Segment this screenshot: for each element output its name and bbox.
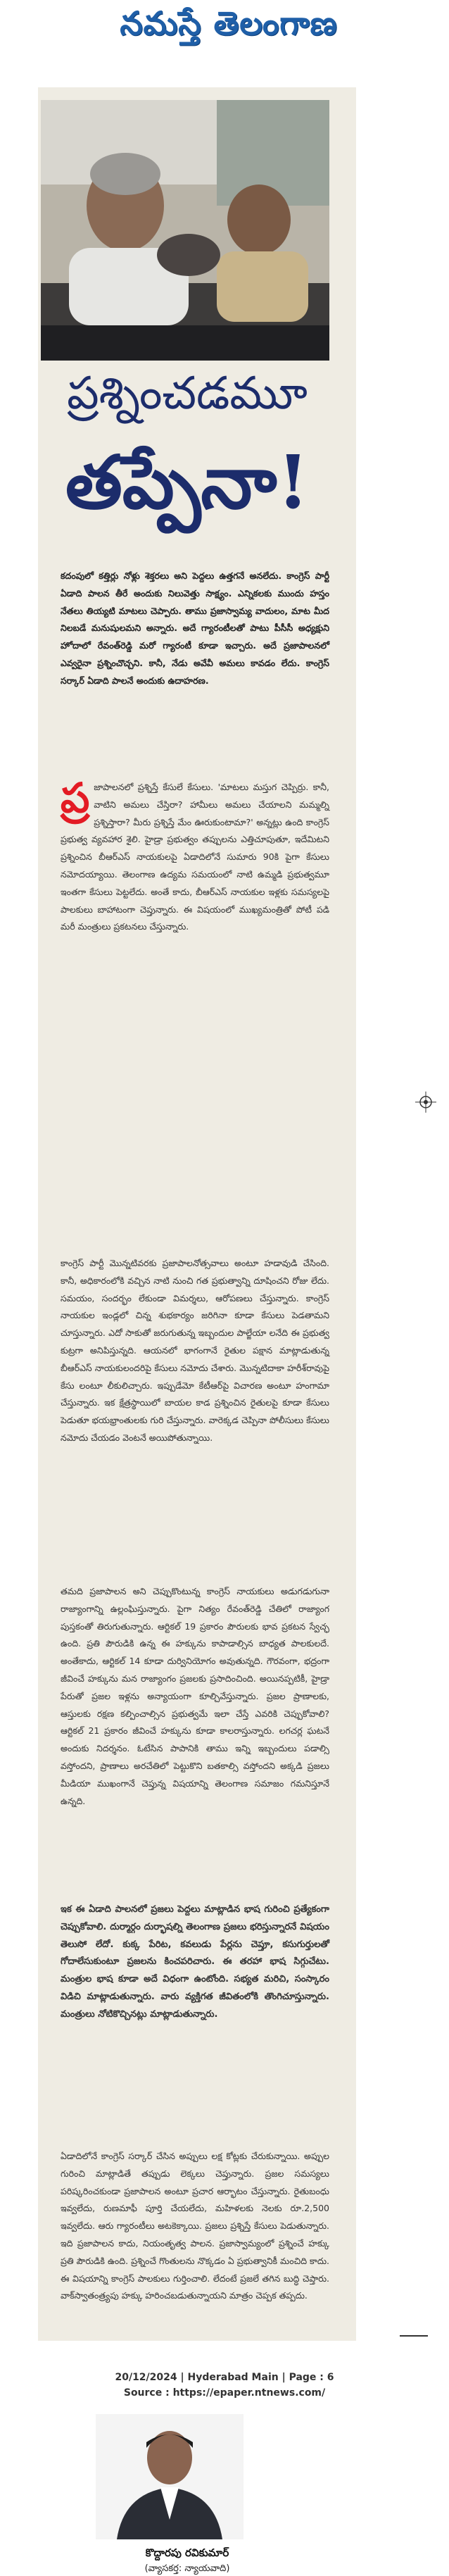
author-photo — [96, 2414, 244, 2539]
paragraph-4-text: ఏడాదిలోనే కాంగ్రెస్ సర్కార్ చేసిన అప్పులు లక్ష కోట్లకు చేరుకున్నాయి. అప్పుల గురించి మాట్లాడితే తప్పుడు లెక్కలు చెప్తున్నారు. ప్రజల సమస్యలు పరిష్కరించకుండా ప్రజాపాలన అంటూ ప్రచార ఆర్భాటం చేస్తున్నారు. రైతుబంధు ఇవ్వలేదు, రుణమాఫీ పూర్తి చేయలేదు, మహిళలకు నెలకు రూ.2,500 ఇవ్వలేదు. ఆరు గ్యారంటీలు అటకెక్కాయి. ప్రజలు ప్రశ్నిస్తే కేసులు పెడుతున్నారు. ఇది ప్రజాపాలన కాదు, నియంతృత్వ పాలన. ప్రజాస్వామ్యంలో ప్రశ్నించే హక్కు ప్రతి పౌరుడికి ఉంది. ప్రశ్నించే గొంతులను నొక్కడం ఏ ప్రభుత్వానికీ మంచిది కాదు. ఈ విషయాన్ని కాంగ్రెస్ పాలకులు గుర్తించాలి. లేదంటే ప్రజలే తగిన బుద్ధి చెప్తారు. వాక్‌స్వాతంత్ర్యపు హక్కు హరించబడుతున్నాయని మాత్రం చెప్పక తప్పదు. — [61, 2151, 329, 2301]
article-paragraph-2 — [61, 1255, 329, 1447]
drop-cap: ప్ర — [61, 774, 90, 822]
headline-line-2: తప్పేనా! — [65, 439, 310, 525]
author-portrait — [96, 2414, 244, 2539]
highlight-text: ఇక ఈ ఏడాది పాలనలో ప్రజలు పెద్దలు మాట్లాడిన భాష గురించి ప్రత్యేకంగా చెప్పుకోవాలి. దుర్మార్గం దుర్భాషల్ని తెలంగాణ ప్రజలు భరిస్తున్నారనే విషయం తెలుసో లేదో. కుక్క పేరిట, కవలుడు పేర్లను చెప్తూ, కసుగుర్తులతో గోదాలేసుకుంటూ ప్రజలను కించపరిచారు. ఈ తరహా భాష సిగ్గుచేటు. మంత్రుల భాష కూడా అదే విధంగా ఉంటోంది. సభ్యత మరిచి, సంస్కారం విడిచి మాట్లాడుతున్నారు. వారు వ్యక్తిగత జీవితంలోకి తొంగిచూస్తున్నారు. మంత్రులు నోటికొచ్చినట్లు మాట్లాడుతున్నారు. — [61, 1904, 329, 2020]
footer-source-link[interactable]: Source : https://epaper.ntnews.com/ — [123, 2387, 326, 2399]
author-role: (వ్యాసకర్త: న్యాయవాది) — [144, 2563, 230, 2574]
headline-line-1: ప్రశ్నించడమూ — [67, 368, 308, 420]
author-name: కొద్దారపు రవికుమార్ — [145, 2546, 229, 2559]
news-photo — [41, 100, 329, 361]
article-intro — [61, 568, 329, 690]
masthead-title: నమస్తే తెలంగాణ — [120, 4, 338, 42]
article-highlight — [61, 1901, 329, 2024]
intro-text: కదంపులో కత్తిర్లు నోళ్లు శెక్తరలు అని పెద్దలు ఉత్తగనే అనలేదు. కాంగ్రెస్ పార్టీ ఏడాది పాలన తీరే అందుకు నిలువెత్తు సాక్ష్యం. ఎన్నికలకు ముందు హస్తం నేతలు తియ్యటి మాటలు చెప్పారు. తాము ప్రజాస్వామ్య వాదులం, మాట మీద నిలబడే మనుషులమని అన్నారు. అదే గ్యారంటీలతో పాటు పీసీసీ అధ్యక్షుని హోదాలో రేవంత్‌రెడ్డి మరో గ్యారంటీ కూడా ఇచ్చారు. అదే ప్రజాపాలనలో ఎవ్వరైనా ప్రశ్నించొచ్చని. కానీ, నేడు అవేవీ అమలు కావడం లేదు. కాంగ్రెస్ సర్కార్ ఏడాది పాలనే అందుకు ఉదాహరణ. — [61, 570, 329, 686]
paragraph-3-text: తమది ప్రజాపాలన అని చెప్పుకొంటున్న కాంగ్రెస్ నాయకులు అడుగడుగునా రాజ్యాంగాన్ని ఉల్లంఘిస్తున్నారు. పైగా నిత్యం రేవంత్‌రెడ్డి చేతిలో రాజ్యాంగ పుస్తకంతో తిరుగుతున్నారు. ఆర్టికల్ 19 ప్రకారం పౌరులకు భావ ప్రకటన స్వేచ్ఛ ఉంది. ప్రతి పౌరుడికి ఉన్న ఈ హక్కును కాపాడాల్సిన బాధ్యత పాలకులదే. అంతేకాదు, ఆర్టికల్ 14 కూడా దుర్వినియోగం అవుతున్నది. గౌరవంగా, భద్రంగా జీవించే హక్కును మన రాజ్యాంగం ప్రజలకు ప్రసాదించింది. అయినప్పటికీ, హైడ్రా పేరుతో ప్రజల ఇళ్లను అన్యాయంగా కూల్చివేస్తున్నారు. ప్రజల ప్రాణాలకు, ఆస్తులకు రక్షణ కల్పించాల్సిన ప్రభుత్వమే ఇలా చేస్తే ఎవరికి చెప్పుకోవాలి? ఆర్టికల్ 21 ప్రకారం జీవించే హక్కును కూడా కాలరాస్తున్నారు. లగచర్ల ఘటనే అందుకు నిదర్శనం. ఓటేసిన పాపానికి తాము ఇన్ని ఇబ్బందులు పడాల్సి వస్తోందని, ప్రాణాలు అరచేతిలో పెట్టుకొని బతకాల్సి వస్తోందని అక్కడి ప్రజలు మీడియా ముఖంగానే చెప్తున్న విషయాన్ని తెలంగాణ సమాజం గమనిస్తూనే ఉన్నది. — [61, 1586, 329, 1806]
article-paragraph-4 — [61, 2148, 329, 2305]
registration-mark-icon — [415, 1092, 436, 1113]
masthead — [0, 0, 449, 68]
paragraph-2-text: కాంగ్రెస్ పార్టీ మొన్నటివరకు ప్రజాపాలనోత్సవాలు అంటూ హడావుడి చేసింది. కానీ, అధికారంలోకి వచ్చిన నాటి నుంచి గత ప్రభుత్వాన్ని దూషించని రోజు లేదు. సమయం, సందర్భం లేకుండా విమర్శలు, ఆరోపణలు చేస్తున్నారు. కాంగ్రెస్ నాయకుల ఇండ్లలో చిన్న శుభకార్యం జరిగినా కూడా కేసులు పెడతామని చూస్తున్నారు. ఎదో సాకుతో జరుగుతున్న ఇబ్బందుల పాల్జేయా లనేది ఈ ప్రభుత్వ కుట్రగా అనిపిస్తున్నది. ఆయనలో భాగంగానే రైతుల పక్షాన మాట్లాడుతున్న బీఆర్‌ఎస్ నాయకులందరిపై కేసులు నమోదు చేశారు. మొన్నటిదాకా హరీశ్‌రావుపై కేసు లంటూ లీకులిచ్చారు. ఇప్పుడేమో కేటీఆర్‌పై విచారణ అంటూ హంగామా చేస్తున్నారు. ఇక క్షేత్రస్థాయిలో బాయల కాడ ప్రశ్నించిన రైతులపై కూడా కేసులు పెడుతూ భయభ్రాంతులకు గురి చేస్తున్నారు. వారెక్కడ చెప్పినా పోలీసులు కేసులు నమోదు చేయడం వెంటనే అయిపోతున్నాయి. — [61, 1258, 329, 1443]
footer-edition-info: 20/12/2024 | Hyderabad Main | Page : 6 — [115, 2372, 334, 2383]
news-photo-image — [41, 100, 329, 361]
article-paragraph-1 — [61, 774, 329, 936]
article-paragraph-3 — [61, 1583, 329, 1810]
crop-mark — [400, 2335, 428, 2337]
paragraph-1-text: జాపాలనలో ప్రశ్నిస్తే కేసులే కేసులు. 'మాటలు మస్తుగ చెప్పిర్రు. కానీ, వాటిని అమలు చేస్తిరా? హామీలు అమలు చేయాలని మమ్మల్ని ప్రశ్నిస్తారా? మీరు ప్రశ్నిస్తే మేం ఊరుకుంటామా?' అన్నట్లు ఉంది కాంగ్రెస్ ప్రభుత్వ వ్యవహార శైలి. హైడ్రా ప్రభుత్వం తప్పులను ఎత్తిచూపుతూ, ఇదేమిటని ప్రశ్నించిన బీఆర్‌ఎస్ నాయకులపై ఏడాదిలోనే సుమారు 90కి పైగా కేసులు నమోదయ్యాయి. తెలంగాణ ఉద్యమ సమయంలో నాటి ఉమ్మడి ప్రభుత్వమూ ఇంతగా కేసులు పెట్టలేదు. అంతే కాదు, బీఆర్‌ఎస్ నాయకుల ఇళ్లకు సమస్యలపై పాలకులు బాహాటంగా చెప్తున్నారు. ఈ విషయంలో ముఖ్యమంత్రితో పోటీ పడి మరీ మంత్రులు ప్రకటనలు చేస్తున్నారు. — [61, 782, 329, 932]
